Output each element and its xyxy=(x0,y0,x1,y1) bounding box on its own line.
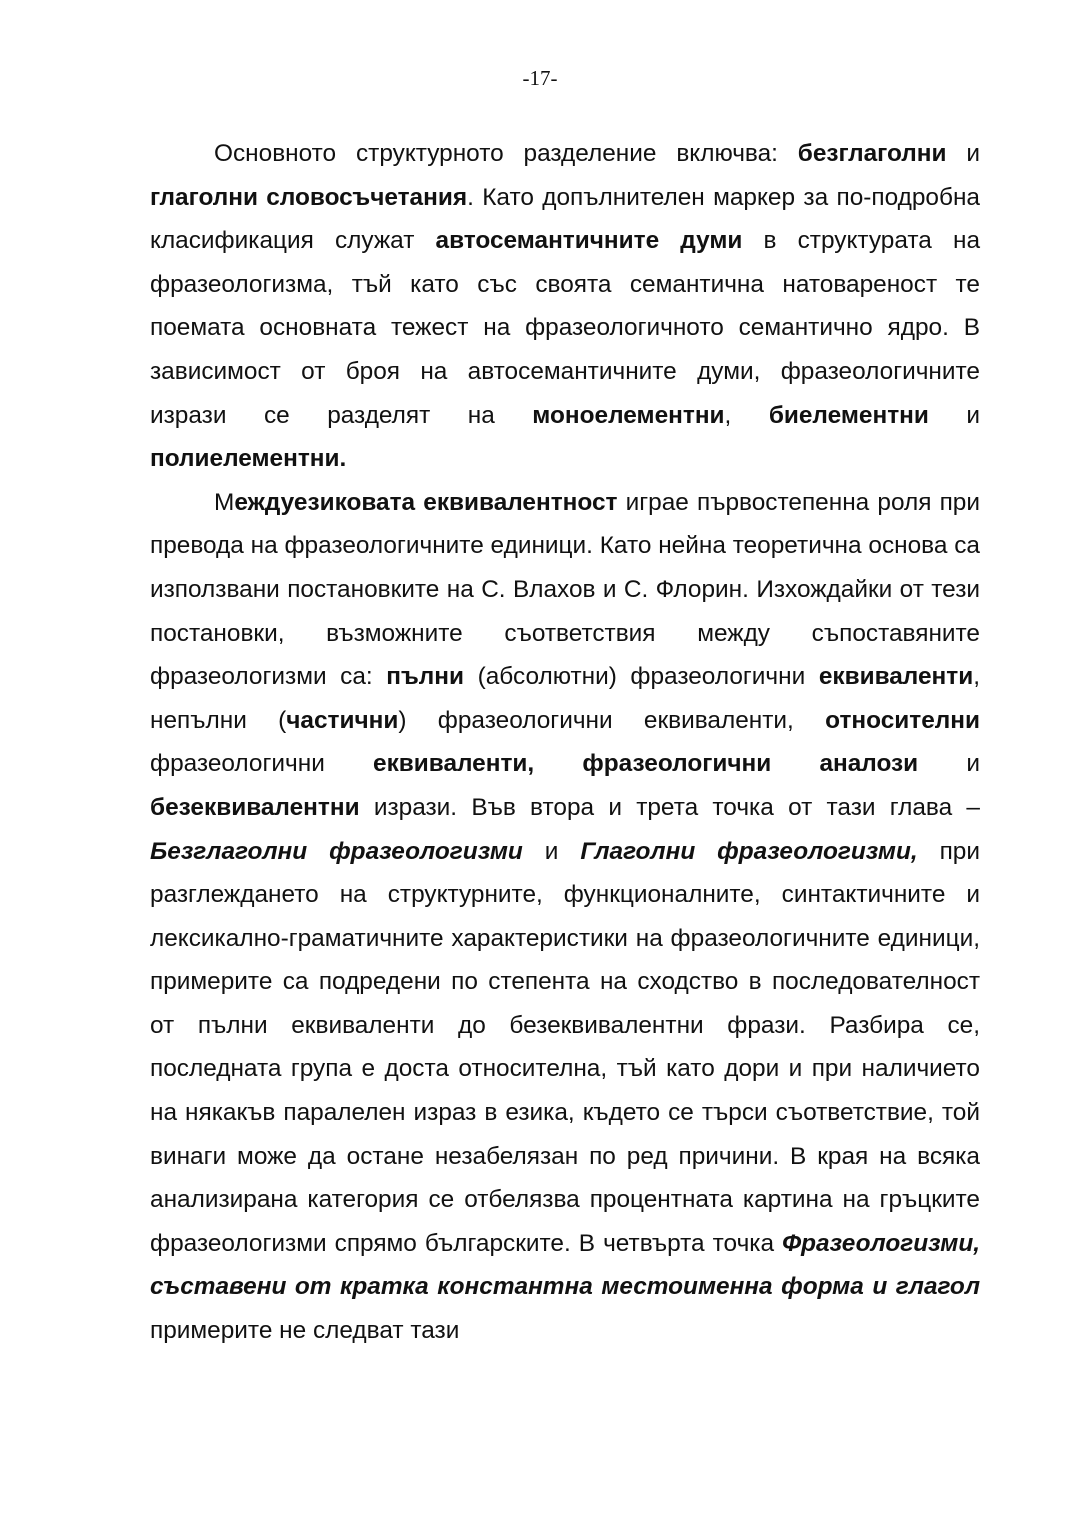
text-run: , xyxy=(724,401,769,429)
bold-term: глаголни словосъчетания xyxy=(150,183,468,211)
bold-term: частични xyxy=(286,706,399,734)
text-run: и xyxy=(522,837,581,865)
bold-term: моноелементни xyxy=(532,401,725,429)
text-run: и xyxy=(918,750,980,778)
text-run: в структурата на фразеологизма, тъй като със своята семантична натовареност те поемата основната тежест на фразеологичното семантично ядро. В зависимост от броя на автосемантичните думи, фразеологичните изрази се разделят на xyxy=(150,227,981,429)
body-text xyxy=(150,132,980,1353)
text-run: Основното структурното разделение включва: xyxy=(214,140,798,167)
text-run: (абсолютни) фразеологични xyxy=(464,663,819,691)
paragraph-structural-division xyxy=(150,132,980,481)
bold-term: относителни xyxy=(825,706,980,734)
bold-term: еждуезиковата еквивалентност xyxy=(234,488,618,516)
page-number: -17- xyxy=(522,66,558,90)
bold-term: пълни xyxy=(386,663,465,691)
text-run: . Като допълнителен маркер за по-подробна класификация служат xyxy=(150,183,980,255)
bold-italic-title: Глаголни фразеологизми, xyxy=(580,837,918,865)
bold-term: биелементни xyxy=(768,401,929,429)
bold-term: полиелементни. xyxy=(150,445,347,473)
text-run: изрази. Във втора и трета точка от тази глава – xyxy=(359,793,980,821)
text-run: , непълни ( xyxy=(150,663,981,734)
text-run: играе първостепенна роля при превода на фразеологичните единици. Като нейна теоретична основа са използвани постановките на С. Влахов и С. Флорин. Изхождайки от тези постановки, възможните съответствия между съпоставяните фразеологизми са: xyxy=(150,488,980,691)
bold-term: еквиваленти, фразеологични аналози xyxy=(373,750,919,778)
bold-term: еквиваленти xyxy=(818,663,974,691)
paragraph-interlingual-equivalence xyxy=(150,481,980,1353)
text-run: при разглеждането на структурните, функционалните, синтактичните и лексикално-граматичните характеристики на фразеологичните единици, примерите са подредени по степента на сходство в последователност от пълни еквиваленти до безеквивалентни фрази. Разбира се, последната група е доста относителна, тъй като дори и при наличието на някакъв паралелен израз в езика, където се търси съответствие, той винаги може да остане незабелязан по ред причини. В края на всяка анализирана категория се отбелязва процентната картина на гръцките фразеологизми спрямо българските. В четвърта точка xyxy=(150,837,980,1257)
bold-italic-title: Безглаголни фразеологизми xyxy=(150,837,523,865)
text-run: ) фразеологични еквиваленти, xyxy=(398,706,826,734)
bold-term: безглаголни xyxy=(797,140,947,167)
text-run: фразеологични xyxy=(150,750,374,778)
bold-term: безеквивалентни xyxy=(150,793,360,821)
text-run: М xyxy=(214,488,235,516)
text-run: примерите не следват тази xyxy=(150,1317,460,1345)
text-run: и xyxy=(928,401,980,429)
text-run: и xyxy=(946,140,980,167)
bold-term: автосемантичните думи xyxy=(435,227,743,255)
bold-italic-title: Фразеологизми, съставени от кратка константна местоименна форма и глагол xyxy=(150,1229,980,1301)
